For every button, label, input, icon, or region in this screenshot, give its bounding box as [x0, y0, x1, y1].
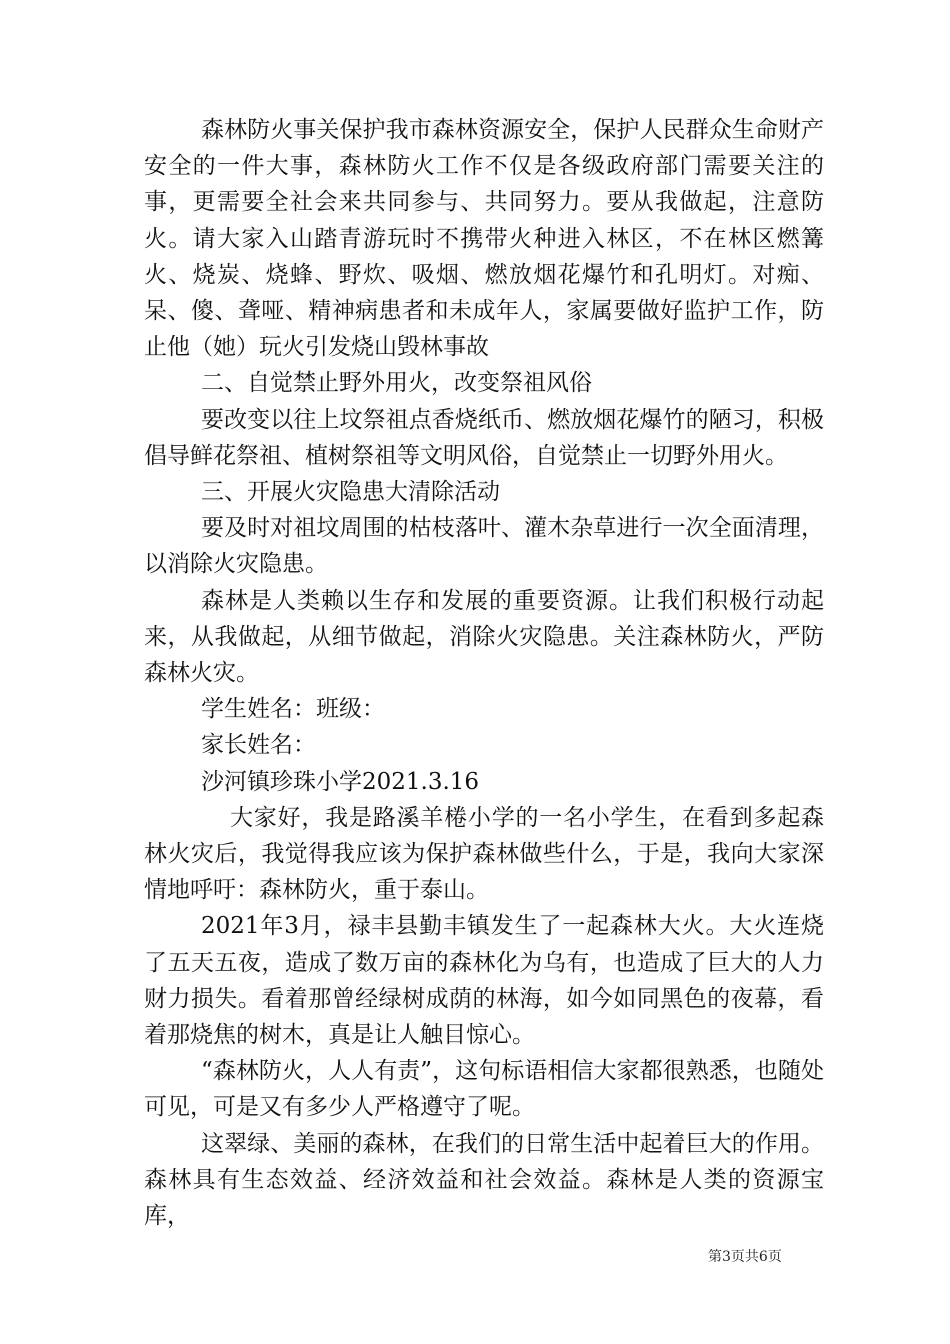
paragraph-forest-benefits: 这翠绿、美丽的森林，在我们的日常生活中起着巨大的作用。森林具有生态效益、经济效益和社会效益。森林是人类的资源宝库， — [144, 1130, 824, 1230]
heading-section-three: 三、开展火灾隐患大清除活动 — [201, 479, 500, 506]
paragraph-closing-call: 森林是人类赖以生存和发展的重要资源。让我们积极行动起来，从我做起，从细节做起，消除火灾隐患。关注森林防火，严防森林火灾。 — [144, 587, 824, 687]
paragraph-speech-greeting: 大家好，我是路溪羊棬小学的一名小学生，在看到多起森林火灾后，我觉得我应该为保护森林做些什么，于是，我向大家深情地呼吁：森林防火，重于泰山。 — [144, 804, 824, 904]
school-date-signature: 沙河镇珍珠小学2021.3.16 — [201, 768, 480, 795]
student-name-class-line: 学生姓名：班级： — [201, 696, 385, 723]
paragraph-section-two: 要改变以往上坟祭祖点香烧纸币、燃放烟花爆竹的陋习，积极倡导鲜花祭祖、植树祭祖等文明风俗，自觉禁止一切野外用火。 — [144, 406, 824, 469]
document-body — [144, 112, 824, 1234]
parent-name-line: 家长姓名： — [201, 732, 316, 759]
paragraph-section-three: 要及时对祖坟周围的枯枝落叶、灌木杂草进行一次全面清理，以消除火灾隐患。 — [144, 515, 824, 578]
heading-section-two: 二、自觉禁止野外用火，改变祭祖风俗 — [201, 370, 592, 397]
page-number-footer: 第3页共6页 — [708, 1249, 782, 1265]
paragraph-fire-event: 2021年3月，禄丰县勤丰镇发生了一起森林大火。大火连烧了五天五夜，造成了数万亩的森林化为乌有，也造成了巨大的人力财力损失。看着那曾经绿树成荫的林海，如今如同黑色的夜幕，看着那烧焦的树木，真是让人触目惊心。 — [144, 913, 824, 1049]
paragraph-slogan: “森林防火，人人有责”，这句标语相信大家都很熟悉，也随处可见，可是又有多少人严格遵守了呢。 — [144, 1058, 824, 1121]
paragraph-fire-safety-intro: 森林防火事关保护我市森林资源安全，保护人民群众生命财产安全的一件大事，森林防火工作不仅是各级政府部门需要关注的事，更需要全社会来共同参与、共同努力。要从我做起，注意防火。请大家入山踏青游玩时不携带火种进入林区，不在林区燃篝火、烧炭、烧蜂、野炊、吸烟、燃放烟花爆竹和孔明灯。对痴、呆、傻、聋哑、精神病患者和未成年人，家属要做好监护工作，防止他（她）玩火引发烧山毁林事故 — [144, 117, 824, 361]
